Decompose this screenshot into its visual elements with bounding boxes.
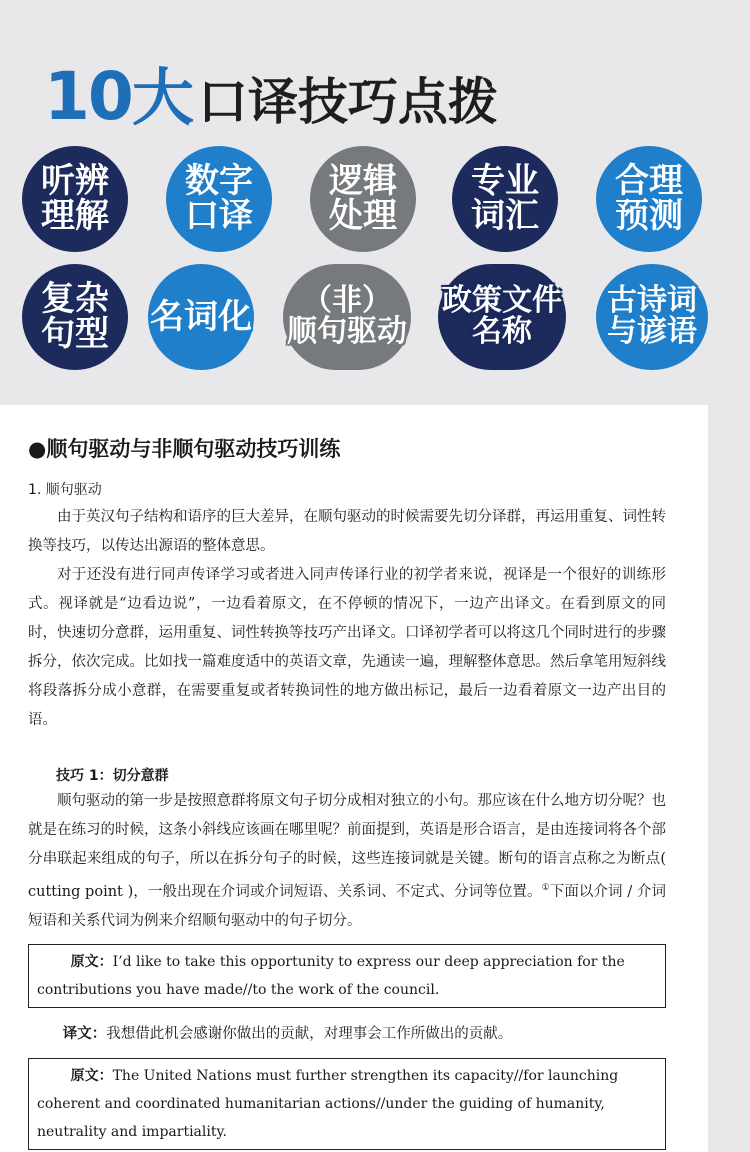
badge-line: 词汇 [471,196,539,236]
sub-heading: 1. 顺句驱动 [28,482,102,498]
badge-terminology [452,146,558,252]
badge-line: 名词化 [150,296,252,337]
example-text: The United Nations must further strengthen its capacity//for launching coherent and coordinated humanitarian actions//under the guiding of humanity, neutrality and impartiality. [37,1067,619,1140]
translation-label: 译文： [62,1025,107,1042]
paragraph-3-tail: 下面以介词 / 介词短语和关系代词为例来介绍顺句驱动中的句子切分。 [28,883,666,929]
badge-line: 古诗词 [607,283,697,319]
paragraph-2: 对于还没有进行同声传译学习或者进入同声传译行业的初学者来说，视译是一个很好的训练形式。视译就是“边看边说”，一边看着原文，在不停顿的情况下，一边产出译文。在看到原文的同时，快速切分意群，运用重复、词性转换等技巧产出译文。口译初学者可以将这几个同时进行的步骤拆分，依次完成。比如找一篇难度适中的英语文章，先通读一遍，理解整体意思。然后拿笔用短斜线将段落拆分成小意群，在需要重复或者转换词性的地方做出标记，最后一边看着原文一边产出目的语。 [28,567,666,728]
badge-line: 预测 [615,196,683,236]
badge-line: 处理 [329,196,397,236]
badge-logic [310,146,416,252]
badge-complex-sentences [22,264,128,370]
badge-numbers [166,146,272,252]
example-box-2 [28,1058,666,1150]
badge-line: 名称 [472,314,532,349]
spacer [28,735,666,759]
badge-line: 专业 [471,161,539,202]
badge-line: 数字 [185,161,253,202]
badge-policy-documents [438,264,566,370]
translation-1 [28,1020,666,1048]
badge-line: 逻辑 [329,161,397,202]
badge-line: （非） [302,283,392,319]
header-banner [0,0,750,405]
badge-prediction [596,146,702,252]
paragraph-3-main: 顺句驱动的第一步是按照意群将原文句子切分成相对独立的小句。那应该在什么地方切分呢？也就是在练习的时候，这条小斜线应该画在哪里呢？前面提到，英语是形合语言，是由连接词将各个部分串联起来组成的句子，所以在拆分句子的时候，这些连接词就是关键。断句的语言点称之为断点( cutting point )，一般出现在介词或介词短语、关系词、不定式、分词等位置。 [28,793,666,900]
title-text: 口译技巧点拨 [197,73,498,131]
title-big-char: 大 [131,61,194,134]
paragraph-3 [28,787,666,936]
example-label: 原文： [70,1067,113,1084]
badge-line: 顺句驱动 [287,314,407,349]
badge-line: 合理 [615,161,683,202]
badge-line: 口译 [185,196,253,236]
example-text: I’d like to take this opportunity to express our deep appreciation for the contributions you have made//to the work of the council. [37,953,625,998]
footnote-marker: ① [541,883,550,893]
badge-nominalization [148,264,254,370]
technique-heading: 技巧 1：切分意群 [56,768,169,784]
title-number: 10 [44,58,132,135]
badge-line: 听辨 [41,161,109,202]
badge-line: 理解 [41,196,109,236]
page-title [44,48,498,135]
badge-line: 政策文件 [442,283,562,319]
translation-text: 我想借此机会感谢你做出的贡献，对理事会工作所做出的贡献。 [106,1025,513,1042]
paragraph-1: 由于英汉句子结构和语序的巨大差异，在顺句驱动的时候需要先切分译群，再运用重复、词性转换等技巧，以传达出源语的整体意思。 [28,509,666,554]
badge-line: 与谚语 [607,314,697,349]
badge-line: 复杂 [41,279,109,320]
section-title: ●顺句驱动与非顺句驱动技巧训练 [28,437,341,461]
badge-syntactic-linearity [283,264,411,370]
badge-listening [22,146,128,252]
badge-poetry-proverbs [596,264,708,370]
content-panel [0,405,708,1152]
example-box-1 [28,944,666,1008]
example-label: 原文： [70,953,113,970]
badge-line: 句型 [41,314,109,354]
